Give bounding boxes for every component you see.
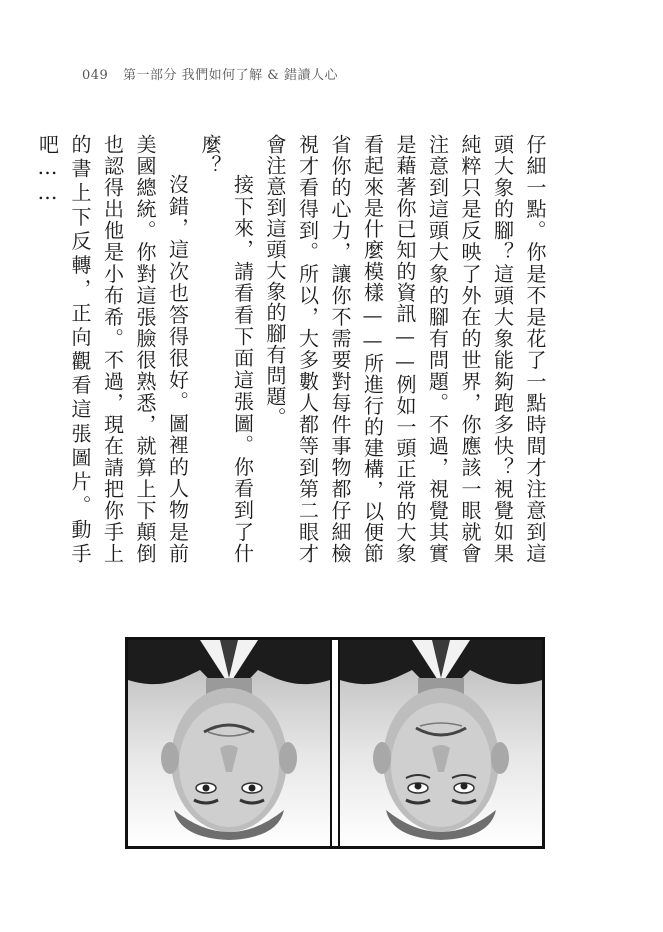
inverted-face-photo-left <box>128 640 330 846</box>
inverted-face-photo-right <box>340 640 542 846</box>
paragraph-2: 接下來，請看看下面這張圖。你看到了什麼？ <box>198 134 255 564</box>
photo-divider <box>332 640 338 846</box>
section-title: 第一部分 我們如何了解 & 錯讀人心 <box>122 68 338 83</box>
face-illustration-right <box>340 640 542 846</box>
page-number: 049 <box>82 68 109 83</box>
face-illustration-left <box>128 640 330 846</box>
body-text <box>35 134 551 564</box>
paragraph-1: 仔細一點。你是不是花了一點時間才注意到這頭大象的腳？這頭大象能夠跑多快？視覺如果純粹只是反映了外在的世界，你應該一眼就會注意到這頭大象的腳有問題。不過，視覺其實是藉著你已知的資訊——例如一頭正常的大象看起來是什麼模樣——所進行的建構，以便節省你的心力，讓你不需要對每件事物都仔細檢視才看得到。所以，大多數人都等到第二眼才會注意到這頭大象的腳有問題。 <box>263 134 547 564</box>
face-figure <box>125 637 545 849</box>
paragraph-3: 沒錯，這次也答得很好。圖裡的人物是前美國總統。你對這張臉很熟悉，就算上下顛倒也認得出他是小布希。不過，現在請把你手上的書上下反轉，正向觀看這張圖片。動手吧…… <box>35 134 190 564</box>
running-header <box>82 64 338 83</box>
